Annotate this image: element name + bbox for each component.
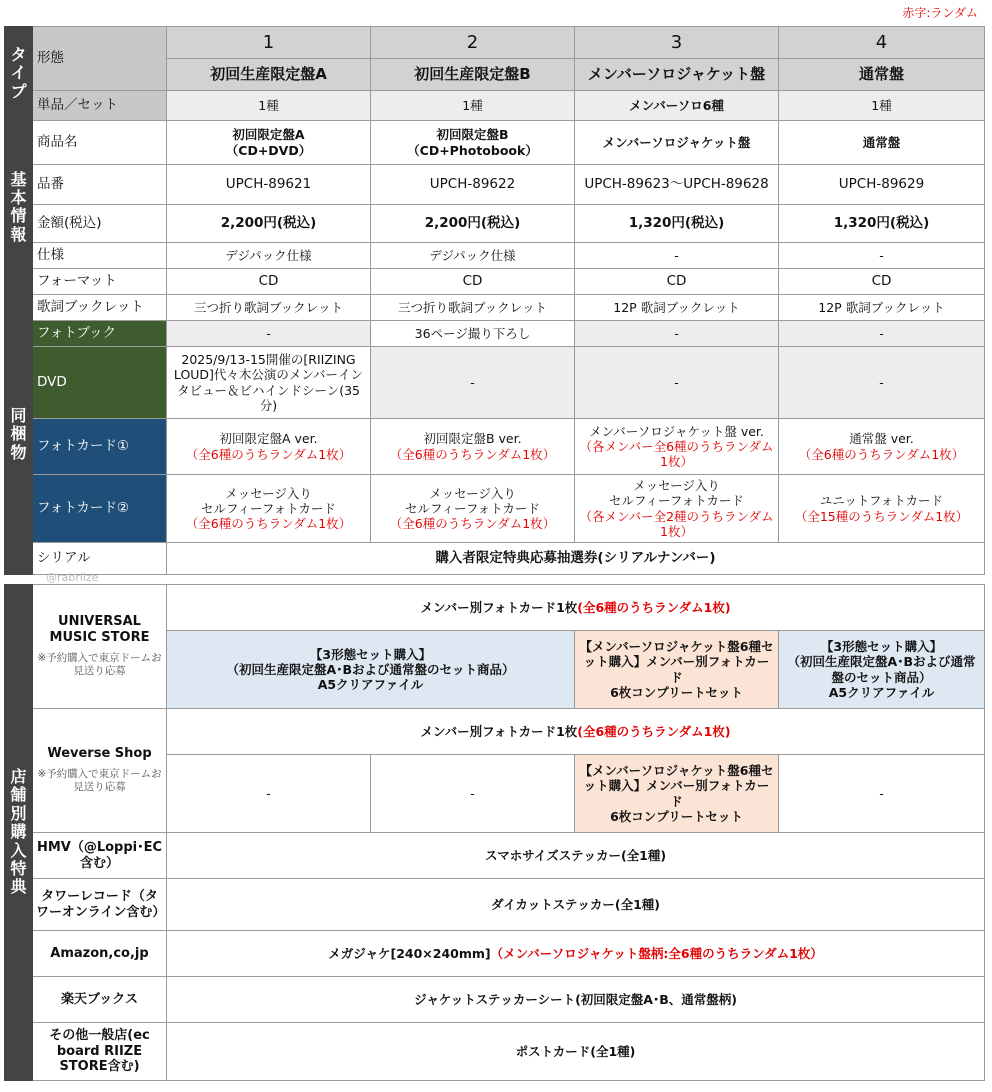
product-name-b: 初回限定盤B （CD+Photobook） — [371, 121, 575, 165]
label-serial: シリアル — [33, 543, 167, 575]
release-spec-table — [4, 26, 985, 575]
photocard2-a: メッセージ入り セルフィーフォトカード （全6種のうちランダム1枚） — [167, 475, 371, 543]
label-photocard-2: フォトカード② — [33, 475, 167, 543]
label-lyrics-booklet: 歌詞ブックレット — [33, 295, 167, 321]
section-type: タイプ — [5, 27, 33, 121]
set-value-2: 1種 — [371, 91, 575, 121]
column-number-3: 3 — [575, 27, 779, 59]
media-format-1: CD — [167, 269, 371, 295]
weverse-benefit-b: - — [371, 755, 575, 833]
tower-benefit: ダイカットステッカー(全1種) — [167, 879, 985, 931]
lyrics-booklet-4: 12P 歌詞ブックレット — [779, 295, 985, 321]
legend-random-note: 赤字:ランダム — [902, 6, 978, 20]
lyrics-booklet-1: 三つ折り歌詞ブックレット — [167, 295, 371, 321]
dvd-2: - — [371, 347, 575, 419]
column-name-1: 初回生産限定盤A — [167, 59, 371, 91]
hmv-benefit: スマホサイズステッカー(全1種) — [167, 833, 985, 879]
other-benefit: ポストカード(全1種) — [167, 1023, 985, 1081]
weverse-benefit-d: - — [779, 755, 985, 833]
photocard2-b: メッセージ入り セルフィーフォトカード （全6種のうちランダム1枚） — [371, 475, 575, 543]
price-2: 2,200円(税込) — [371, 205, 575, 243]
lyrics-booklet-3: 12P 歌詞ブックレット — [575, 295, 779, 321]
store-hmv: HMV（@Loppi･EC含む） — [33, 833, 167, 879]
section-contents: 同梱物 — [5, 295, 33, 575]
photobook-1: - — [167, 321, 371, 347]
section-basic-info: 基本情報 — [5, 121, 33, 295]
ums-all-benefit: メンバー別フォトカード1枚(全6種のうちランダム1枚) — [167, 585, 985, 631]
catalog-number-3: UPCH-89623～UPCH-89628 — [575, 165, 779, 205]
store-benefits-table — [4, 584, 985, 1081]
set-value-3: メンバーソロ6種 — [575, 91, 779, 121]
column-name-4: 通常盤 — [779, 59, 985, 91]
photocard2-c: メッセージ入り セルフィーフォトカード （各メンバー全2種のうちランダム1枚） — [575, 475, 779, 543]
label-spec: 仕様 — [33, 243, 167, 269]
column-number-1: 1 — [167, 27, 371, 59]
set-value-4: 1種 — [779, 91, 985, 121]
weverse-set-benefit-solo: 【メンバーソロジャケット盤6種セット購入】メンバー別フォトカード 6枚コンプリートセット — [575, 755, 779, 833]
column-name-2: 初回生産限定盤B — [371, 59, 575, 91]
store-tower-records: タワーレコード（タワーオンライン含む） — [33, 879, 167, 931]
label-format-type: 形態 — [33, 27, 167, 91]
product-name-d: 通常盤 — [779, 121, 985, 165]
media-format-4: CD — [779, 269, 985, 295]
amazon-benefit: メガジャケ[240×240mm]（メンバーソロジャケット盤柄:全6種のうちランダム1枚） — [167, 931, 985, 977]
spec-4: - — [779, 243, 985, 269]
price-4: 1,320円(税込) — [779, 205, 985, 243]
label-price: 金額(税込) — [33, 205, 167, 243]
label-set: 単品／セット — [33, 91, 167, 121]
catalog-number-4: UPCH-89629 — [779, 165, 985, 205]
dvd-3: - — [575, 347, 779, 419]
label-photobook: フォトブック — [33, 321, 167, 347]
column-number-4: 4 — [779, 27, 985, 59]
media-format-2: CD — [371, 269, 575, 295]
rakuten-benefit: ジャケットステッカーシート(初回限定盤A･B、通常盤柄) — [167, 977, 985, 1023]
set-value-1: 1種 — [167, 91, 371, 121]
product-name-a: 初回限定盤A （CD+DVD） — [167, 121, 371, 165]
dvd-1: 2025/9/13-15開催の[RIIZING LOUD]代々木公演のメンバーインタビュー＆ビハインドシーン(35分) — [167, 347, 371, 419]
weverse-benefit-a: - — [167, 755, 371, 833]
store-amazon: Amazon,co,jp — [33, 931, 167, 977]
ums-set-benefit-ab: 【3形態セット購入】 （初回生産限定盤A･Bおよび通常盤のセット商品） A5クリアファイル — [167, 631, 575, 709]
column-number-2: 2 — [371, 27, 575, 59]
ums-set-benefit-solo: 【メンバーソロジャケット盤6種セット購入】メンバー別フォトカード 6枚コンプリートセット — [575, 631, 779, 709]
store-weverse-shop: Weverse Shop ※予約購入で東京ドームお見送り応募 — [33, 709, 167, 833]
photobook-2: 36ページ撮り下ろし — [371, 321, 575, 347]
watermark: @rabriize — [46, 571, 99, 584]
label-product-name: 商品名 — [33, 121, 167, 165]
store-other-general: その他一般店(ec board RIIZE STORE含む) — [33, 1023, 167, 1081]
column-name-3: メンバーソロジャケット盤 — [575, 59, 779, 91]
label-media-format: フォーマット — [33, 269, 167, 295]
product-name-c: メンバーソロジャケット盤 — [575, 121, 779, 165]
label-photocard-1: フォトカード① — [33, 419, 167, 475]
spec-3: - — [575, 243, 779, 269]
label-catalog-number: 品番 — [33, 165, 167, 205]
lyrics-booklet-2: 三つ折り歌詞ブックレット — [371, 295, 575, 321]
spec-2: デジパック仕様 — [371, 243, 575, 269]
dvd-4: - — [779, 347, 985, 419]
catalog-number-2: UPCH-89622 — [371, 165, 575, 205]
spec-1: デジパック仕様 — [167, 243, 371, 269]
photocard2-d: ユニットフォトカード （全15種のうちランダム1枚） — [779, 475, 985, 543]
photocard1-b: 初回限定盤B ver. （全6種のうちランダム1枚） — [371, 419, 575, 475]
catalog-number-1: UPCH-89621 — [167, 165, 371, 205]
media-format-3: CD — [575, 269, 779, 295]
price-1: 2,200円(税込) — [167, 205, 371, 243]
photocard1-a: 初回限定盤A ver. （全6種のうちランダム1枚） — [167, 419, 371, 475]
photobook-4: - — [779, 321, 985, 347]
photobook-3: - — [575, 321, 779, 347]
ums-set-benefit-regular: 【3形態セット購入】 （初回生産限定盤A･Bおよび通常盤のセット商品） A5クリアファイル — [779, 631, 985, 709]
label-dvd: DVD — [33, 347, 167, 419]
price-3: 1,320円(税込) — [575, 205, 779, 243]
store-universal-music: UNIVERSAL MUSIC STORE ※予約購入で東京ドームお見送り応募 — [33, 585, 167, 709]
store-rakuten: 楽天ブックス — [33, 977, 167, 1023]
section-store-benefits: 店舗別購入特典 — [5, 585, 33, 1081]
photocard1-c: メンバーソロジャケット盤 ver. （各メンバー全6種のうちランダム1枚） — [575, 419, 779, 475]
photocard1-d: 通常盤 ver. （全6種のうちランダム1枚） — [779, 419, 985, 475]
serial-value: 購入者限定特典応募抽選券(シリアルナンバー) — [167, 543, 985, 575]
weverse-all-benefit: メンバー別フォトカード1枚(全6種のうちランダム1枚) — [167, 709, 985, 755]
